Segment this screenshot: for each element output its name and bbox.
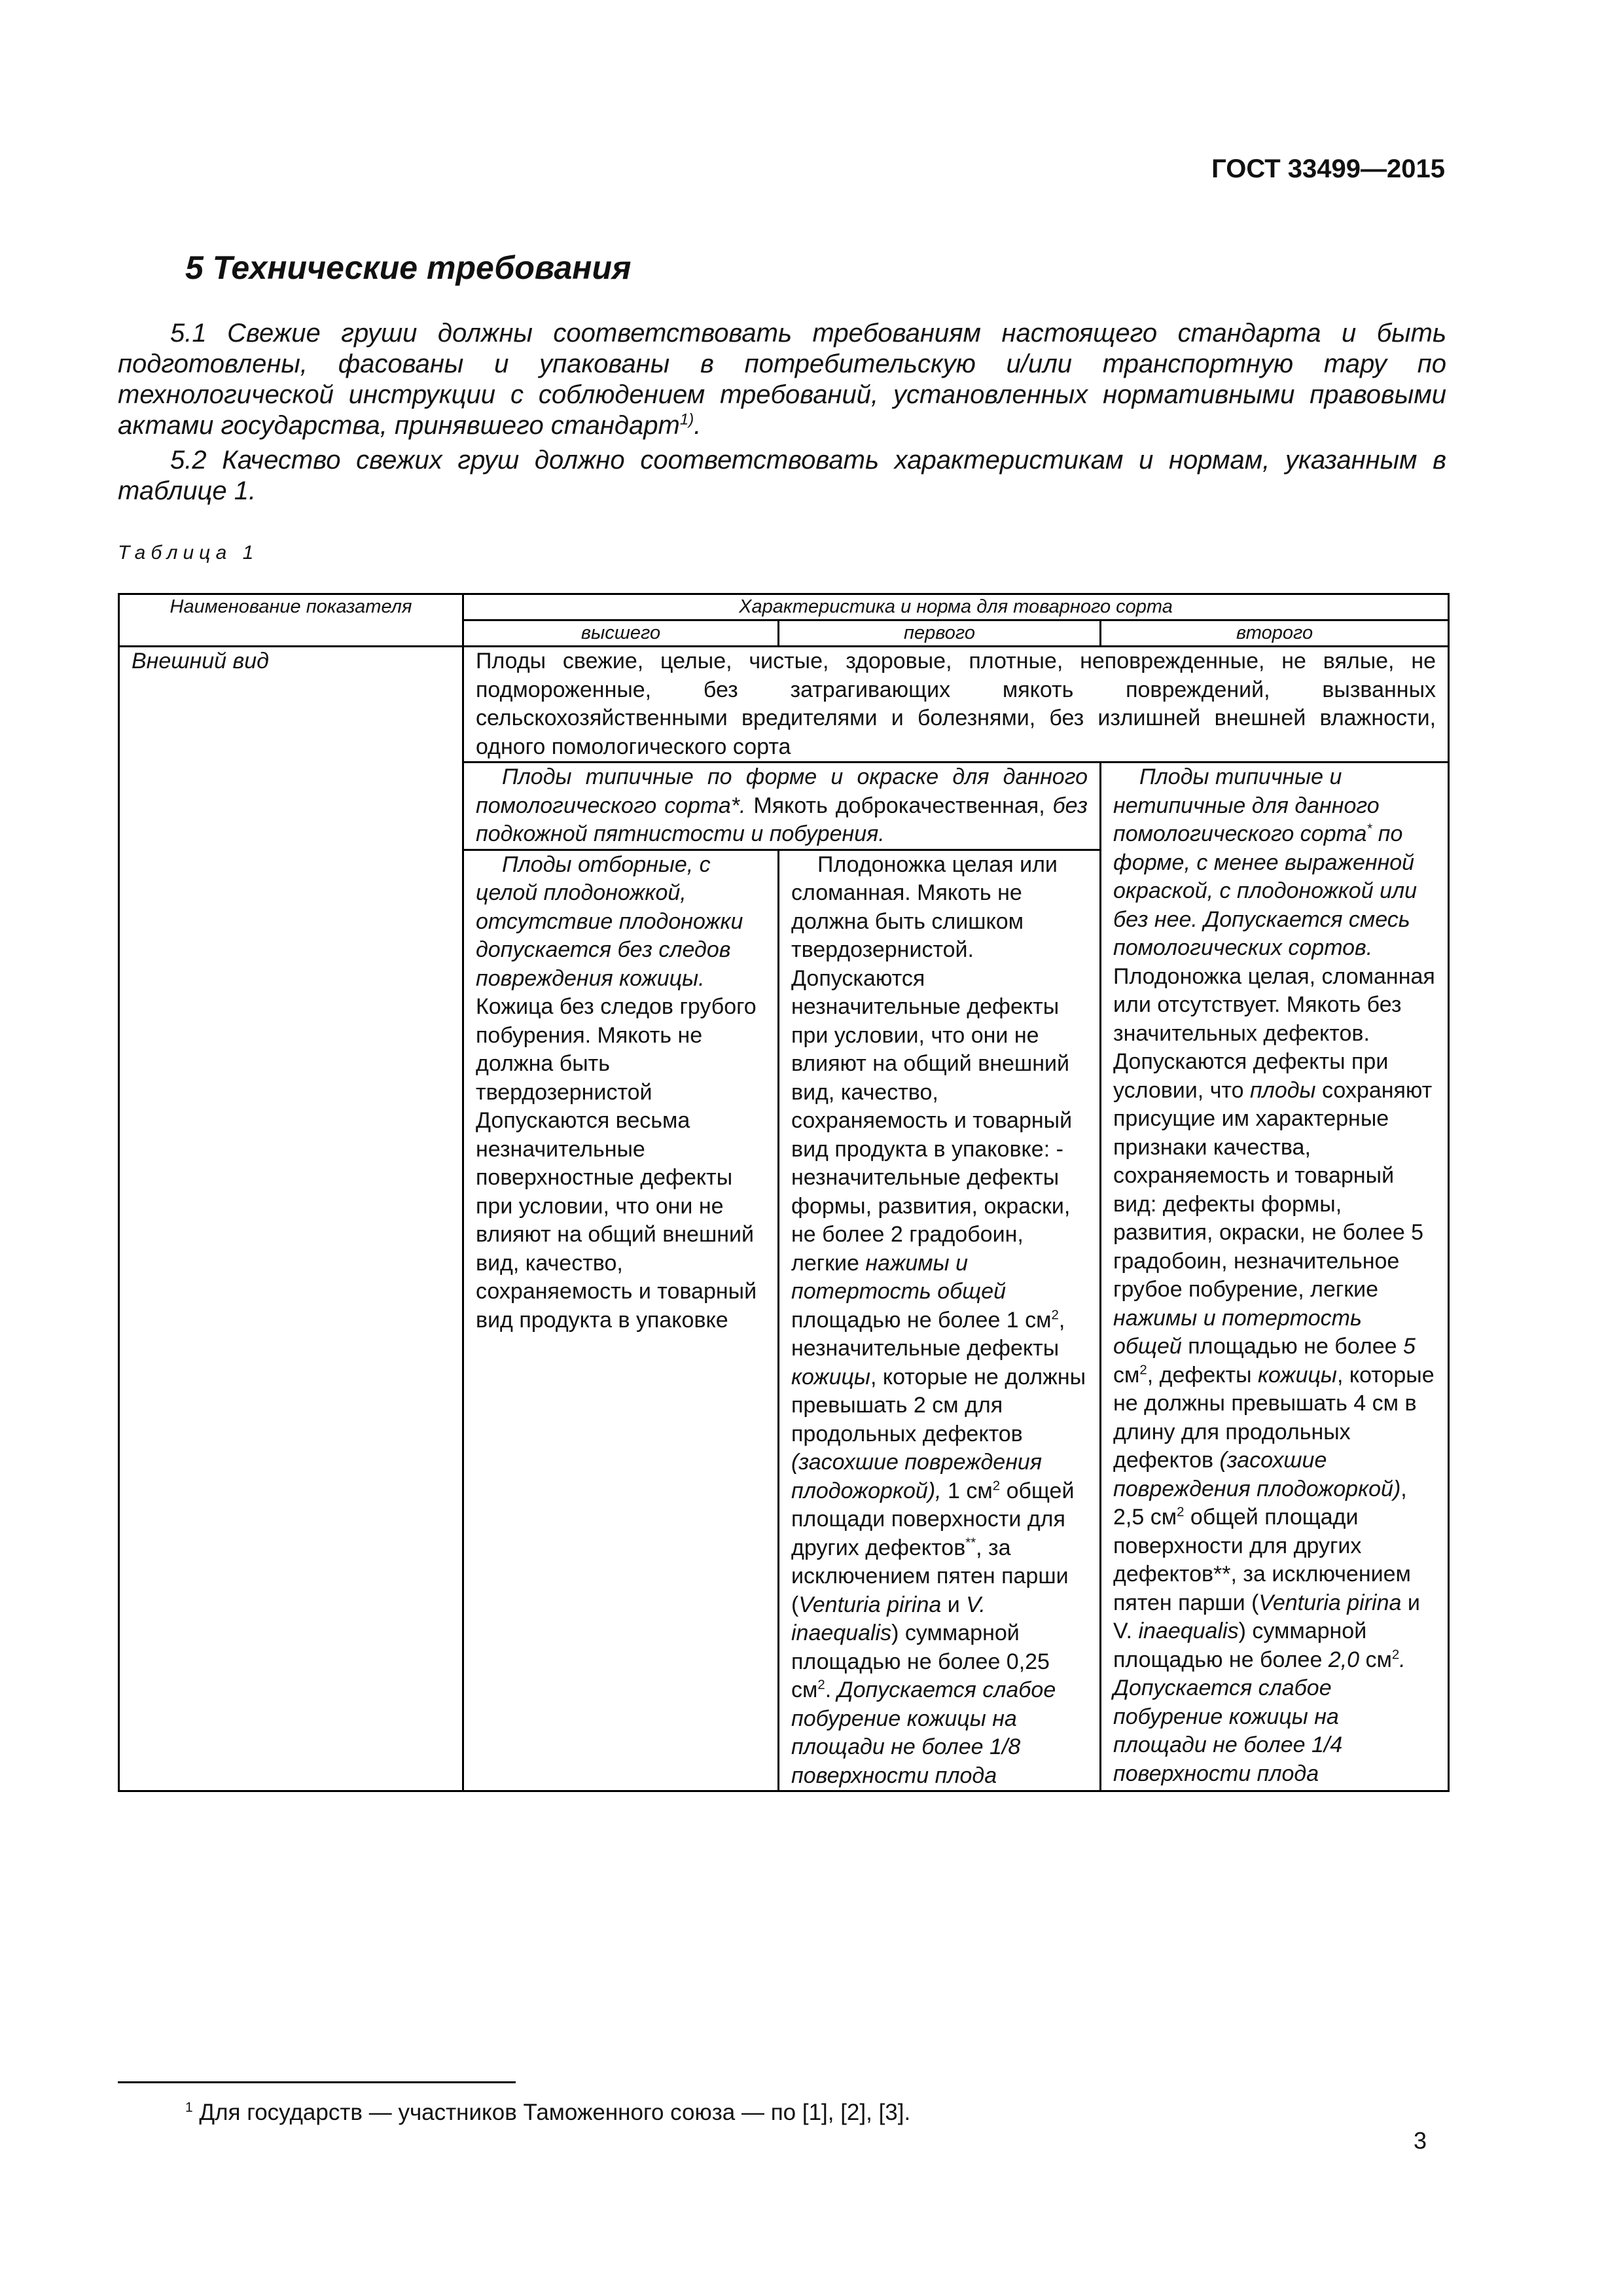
second-t9: см	[1113, 1362, 1140, 1388]
section-title: 5 Технические требования	[185, 249, 632, 286]
high-first-text-b: Мякоть доброкачественная,	[753, 793, 1053, 818]
second-t20: 2,0	[1328, 1647, 1360, 1672]
first-star2: **	[965, 1535, 976, 1551]
second-t16: Venturia pirina	[1258, 1590, 1402, 1615]
paragraph-5-2: 5.2 Качество свежих груш должно соответствовать характеристикам и нормам, указанным в таблице 1.	[118, 446, 1446, 505]
high-first-text-c: без подкожной пятнистости и побурения.	[476, 793, 1088, 846]
header-grade-highest: высшего	[463, 620, 779, 647]
first-t15: .	[825, 1677, 838, 1702]
first-sq3: 2	[817, 1677, 825, 1693]
footnote-text: Для государств — участников Таможенного союза — по [1], [2], [3].	[192, 2100, 911, 2125]
second-t4: плоды	[1249, 1077, 1316, 1103]
header-grade-first: первого	[779, 620, 1101, 647]
high-first-text-a: Плоды типичные по форме и окраске для данного помологического сорта*.	[476, 764, 1088, 818]
first-t12: и	[941, 1592, 967, 1617]
header-grade-group: Характеристика и норма для товарного сорта	[463, 594, 1449, 620]
second-t3: Плодоножка целая, сломанная или отсутствует. Мякоть без значительных дефектов. Допускаются дефекты при условии, что	[1113, 963, 1435, 1103]
common-requirements-cell: Плоды свежие, целые, чистые, здоровые, плотные, неповрежденные, не вялые, не подмороженные, без затрагивающих мякоть повреждений, вызванных сельскохозяйственными вредителями и болезнями, без излишней внешней влажности, одного помологического сорта	[463, 647, 1449, 762]
first-t13: V. inaequalis	[791, 1592, 986, 1645]
second-t10: , дефекты	[1147, 1362, 1258, 1388]
first-t3: площадью не более 1 см	[791, 1307, 1052, 1333]
table-caption: Таблица 1	[118, 542, 259, 564]
first-sq2: 2	[992, 1479, 1001, 1494]
second-t17: и V.	[1113, 1590, 1420, 1643]
high-first-common-cell	[463, 762, 1101, 850]
second-star: *	[1366, 821, 1372, 836]
first-t6: , которые не должны превышать 2 см для продольных дефектов	[791, 1364, 1086, 1446]
grade-second-cell	[1101, 762, 1449, 1791]
row-indicator-appearance: Внешний вид	[119, 647, 463, 1791]
grade-first-cell	[779, 850, 1101, 1791]
second-t7: площадью не более	[1181, 1334, 1404, 1359]
second-t5: сохраняют присущие им характерные признаки качества, сохраняемость и товарный вид: дефекты формы, развития, окраски, не более 5 градобоин, незначительное грубое побурение, легкие	[1113, 1077, 1433, 1302]
footnote-ref: 1)	[679, 410, 694, 429]
header-grade-second: второго	[1101, 620, 1449, 647]
second-t15: общей площади поверхности для других дефектов**, за исключением пятен парши (	[1113, 1505, 1411, 1615]
paragraph-5-1-text: 5.1 Свежие груши должны соответствовать требованиям настоящего стандарта и быть подготовлены, фасованы и упакованы в потребительскую и/или транспортную тару по технологической инструкции с соблюдением требований, установленных нормативными правовыми актами государства, принявшего стандарт	[118, 319, 1446, 440]
grade-highest-cell	[463, 850, 779, 1791]
second-t11: кожицы	[1257, 1362, 1337, 1388]
first-t2: нажимы и потертость общей	[791, 1250, 1007, 1304]
footnote-separator	[118, 2081, 516, 2083]
paragraph-5-1	[118, 318, 1446, 441]
second-t19: ) суммарной площадью не более	[1113, 1619, 1367, 1672]
header-indicator: Наименование показателя	[119, 594, 463, 647]
second-t22: . Допускается слабое побурение кожицы на площади не более 1/4 поверхности плода	[1113, 1647, 1406, 1786]
first-t11: Venturia pirina	[798, 1592, 942, 1617]
first-t9: общей площади поверхности для других дефектов	[791, 1478, 1075, 1560]
quality-table	[118, 593, 1450, 1792]
first-sq1: 2	[1051, 1308, 1059, 1323]
first-t8: 1 см	[941, 1478, 993, 1503]
second-t2: по форме, с менее выраженной окраской, с плодоножкой или без нее. Допускается смесь помологических сортов.	[1113, 821, 1418, 960]
second-t13: (засохшие повреждения плодожоркой)	[1113, 1448, 1401, 1501]
standard-code: ГОСТ 33499—2015	[1211, 154, 1445, 183]
second-t18: inaequalis	[1138, 1619, 1239, 1643]
second-sq3: 2	[1391, 1647, 1400, 1662]
highest-text-b: Кожица без следов грубого побурения. Мякоть не должна быть твердозернистой Допускаются весьма незначительные поверхностные дефекты при условии, что они не влияют на общий внешний вид, качество, сохраняемость и товарный вид продукта в упаковке	[476, 994, 757, 1333]
first-t16: Допускается слабое побурение кожицы на площади не более 1/8 поверхности плода	[791, 1677, 1056, 1788]
first-t14: ) суммарной площадью не более 0,25 см	[791, 1621, 1050, 1702]
second-t21: см	[1359, 1647, 1392, 1672]
footnote-marker: 1	[185, 2100, 193, 2115]
first-t1: Плодоножка целая или сломанная. Мякоть не должна быть слишком твердозернистой. Допускаются незначительные дефекты при условии, что они не влияют на общий внешний вид, качество, сохраняемость и товарный вид продукта в упаковке: - незначительные дефекты формы, развития, окраски, не более 2 градобоин, легкие	[791, 852, 1073, 1276]
page-number: 3	[1414, 2127, 1427, 2154]
paragraph-5-1-end: .	[694, 411, 702, 440]
footnote	[185, 2100, 910, 2126]
second-t14: , 2,5 см	[1113, 1476, 1407, 1530]
first-t5: кожицы	[791, 1364, 870, 1390]
table-header-row	[119, 594, 1449, 620]
first-t7: (засохшие повреждения плодожоркой),	[791, 1450, 1042, 1503]
second-t12: , которые не должны превышать 4 см в длину для продольных дефектов	[1113, 1362, 1435, 1473]
table-row	[119, 647, 1449, 762]
highest-text-a: Плоды отборные, с целой плодоножкой, отсутствие плодоножки допускается без следов повреждения кожицы.	[476, 852, 743, 991]
second-t1: Плоды типичные и нетипичные для данного помологического сорта	[1113, 764, 1380, 846]
second-sq1: 2	[1139, 1363, 1147, 1378]
second-t8: 5	[1403, 1334, 1416, 1359]
first-t4: , незначительные дефекты	[791, 1307, 1065, 1361]
second-sq2: 2	[1177, 1505, 1185, 1520]
second-t6: нажимы и потертость общей	[1113, 1305, 1362, 1359]
first-t10: , за исключением пятен парши (	[791, 1535, 1069, 1617]
